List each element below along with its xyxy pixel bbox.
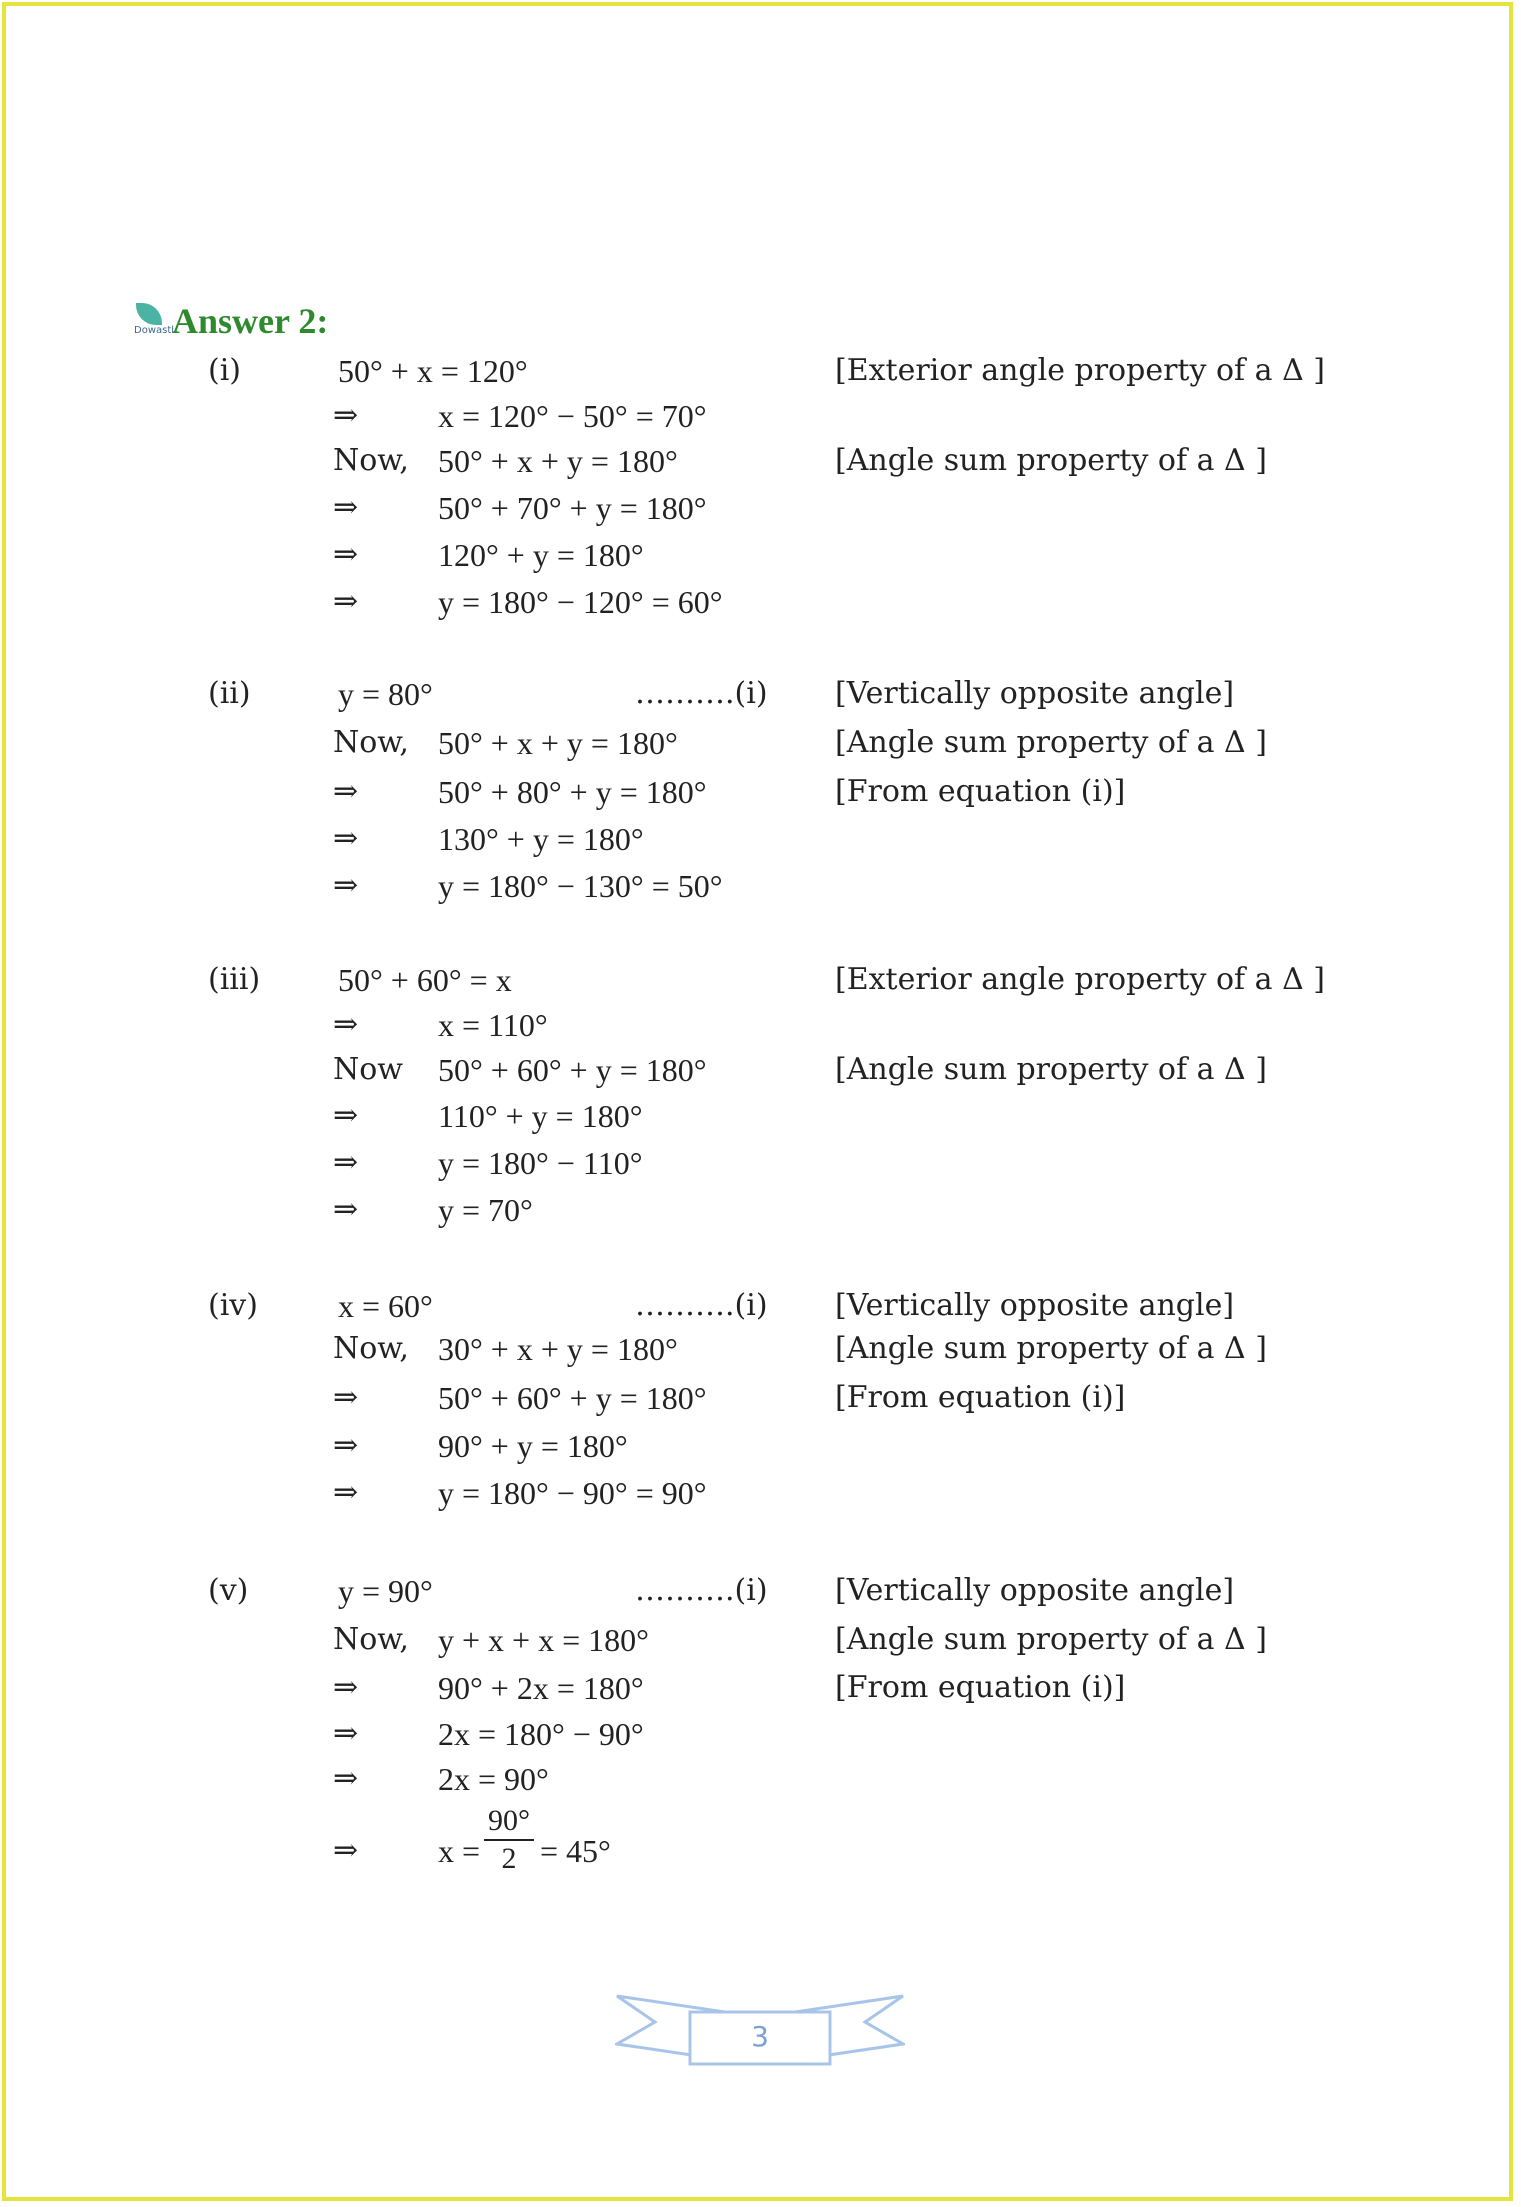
reason: [Angle sum property of a Δ ] bbox=[835, 1331, 1267, 1366]
equation: 2x = 180° − 90° bbox=[438, 1716, 644, 1752]
part-label: (v) bbox=[208, 1573, 249, 1608]
equation: 120° + y = 180° bbox=[438, 537, 644, 573]
part-label: (iii) bbox=[208, 962, 261, 997]
reason: [Angle sum property of a Δ ] bbox=[835, 443, 1267, 478]
fraction-numerator: 90° bbox=[484, 1803, 534, 1841]
implies-symbol: ⇒ bbox=[333, 1145, 359, 1180]
equation-marker: ……….(i) bbox=[635, 676, 768, 711]
implies-symbol: ⇒ bbox=[333, 1670, 359, 1705]
logo-text: Dowastl bbox=[134, 325, 175, 336]
implies-symbol: ⇒ bbox=[333, 1761, 359, 1796]
equation: 110° + y = 180° bbox=[438, 1098, 643, 1134]
equation-marker: ……….(i) bbox=[635, 1288, 768, 1323]
now-label: Now, bbox=[333, 725, 409, 760]
implies-symbol: ⇒ bbox=[333, 584, 359, 619]
implies-symbol: ⇒ bbox=[333, 1007, 359, 1042]
equation: 50° + x = 120° bbox=[338, 353, 528, 389]
equation: 130° + y = 180° bbox=[438, 821, 644, 857]
reason: [From equation (i)] bbox=[835, 774, 1126, 809]
fraction-lhs: x = bbox=[438, 1833, 481, 1869]
equation: 50° + x + y = 180° bbox=[438, 443, 678, 479]
equation: y = 180° − 120° = 60° bbox=[438, 584, 723, 620]
implies-symbol: ⇒ bbox=[333, 821, 359, 856]
equation: x = 60° bbox=[338, 1288, 433, 1324]
implies-symbol: ⇒ bbox=[333, 1833, 359, 1868]
implies-symbol: ⇒ bbox=[333, 1428, 359, 1463]
equation: y + x + x = 180° bbox=[438, 1622, 649, 1658]
reason: [Vertically opposite angle] bbox=[835, 1573, 1235, 1608]
reason: [From equation (i)] bbox=[835, 1670, 1126, 1705]
equation: y = 180° − 110° bbox=[438, 1145, 643, 1181]
reason: [Vertically opposite angle] bbox=[835, 676, 1235, 711]
equation: 50° + 60° + y = 180° bbox=[438, 1052, 707, 1088]
leaf-icon bbox=[136, 303, 162, 325]
reason: [Exterior angle property of a Δ ] bbox=[835, 353, 1325, 388]
reason: [Vertically opposite angle] bbox=[835, 1288, 1235, 1323]
equation: 2x = 90° bbox=[438, 1761, 549, 1797]
implies-symbol: ⇒ bbox=[333, 490, 359, 525]
implies-symbol: ⇒ bbox=[333, 1192, 359, 1227]
implies-symbol: ⇒ bbox=[333, 1716, 359, 1751]
implies-symbol: ⇒ bbox=[333, 1098, 359, 1133]
equation: 50° + 70° + y = 180° bbox=[438, 490, 707, 526]
now-label: Now bbox=[333, 1052, 403, 1087]
equation: y = 70° bbox=[438, 1192, 533, 1228]
equation-marker: ……….(i) bbox=[635, 1573, 768, 1608]
part-label: (iv) bbox=[208, 1288, 258, 1323]
equation: y = 180° − 90° = 90° bbox=[438, 1475, 707, 1511]
answer-heading bbox=[132, 300, 328, 342]
equation: 90° + y = 180° bbox=[438, 1428, 628, 1464]
implies-symbol: ⇒ bbox=[333, 868, 359, 903]
fraction-rhs: = 45° bbox=[540, 1833, 611, 1869]
equation: 30° + x + y = 180° bbox=[438, 1331, 678, 1367]
reason: [Angle sum property of a Δ ] bbox=[835, 1052, 1267, 1087]
now-label: Now, bbox=[333, 1331, 409, 1366]
equation: 50° + 60° + y = 180° bbox=[438, 1380, 707, 1416]
brand-logo bbox=[132, 301, 175, 341]
equation: 50° + 60° = x bbox=[338, 962, 512, 998]
now-label: Now, bbox=[333, 1622, 409, 1657]
implies-symbol: ⇒ bbox=[333, 398, 359, 433]
reason: [Angle sum property of a Δ ] bbox=[835, 725, 1267, 760]
implies-symbol: ⇒ bbox=[333, 1380, 359, 1415]
reason: [Exterior angle property of a Δ ] bbox=[835, 962, 1325, 997]
equation: 90° + 2x = 180° bbox=[438, 1670, 644, 1706]
equation: x = 110° bbox=[438, 1007, 548, 1043]
part-label: (i) bbox=[208, 353, 242, 388]
reason: [From equation (i)] bbox=[835, 1380, 1126, 1415]
implies-symbol: ⇒ bbox=[333, 774, 359, 809]
reason: [Angle sum property of a Δ ] bbox=[835, 1622, 1267, 1657]
fraction bbox=[484, 1803, 534, 1877]
implies-symbol: ⇒ bbox=[333, 537, 359, 572]
equation: x = 120° − 50° = 70° bbox=[438, 398, 707, 434]
equation: y = 80° bbox=[338, 676, 433, 712]
answer-title: Answer 2: bbox=[172, 301, 329, 341]
equation: y = 180° − 130° = 50° bbox=[438, 868, 723, 904]
equation: 50° + 80° + y = 180° bbox=[438, 774, 707, 810]
equation: y = 90° bbox=[338, 1573, 433, 1609]
page-number: 3 bbox=[751, 2020, 769, 2053]
equation: 50° + x + y = 180° bbox=[438, 725, 678, 761]
now-label: Now, bbox=[333, 443, 409, 478]
part-label: (ii) bbox=[208, 676, 251, 711]
fraction-denominator: 2 bbox=[501, 1842, 517, 1875]
implies-symbol: ⇒ bbox=[333, 1475, 359, 1510]
